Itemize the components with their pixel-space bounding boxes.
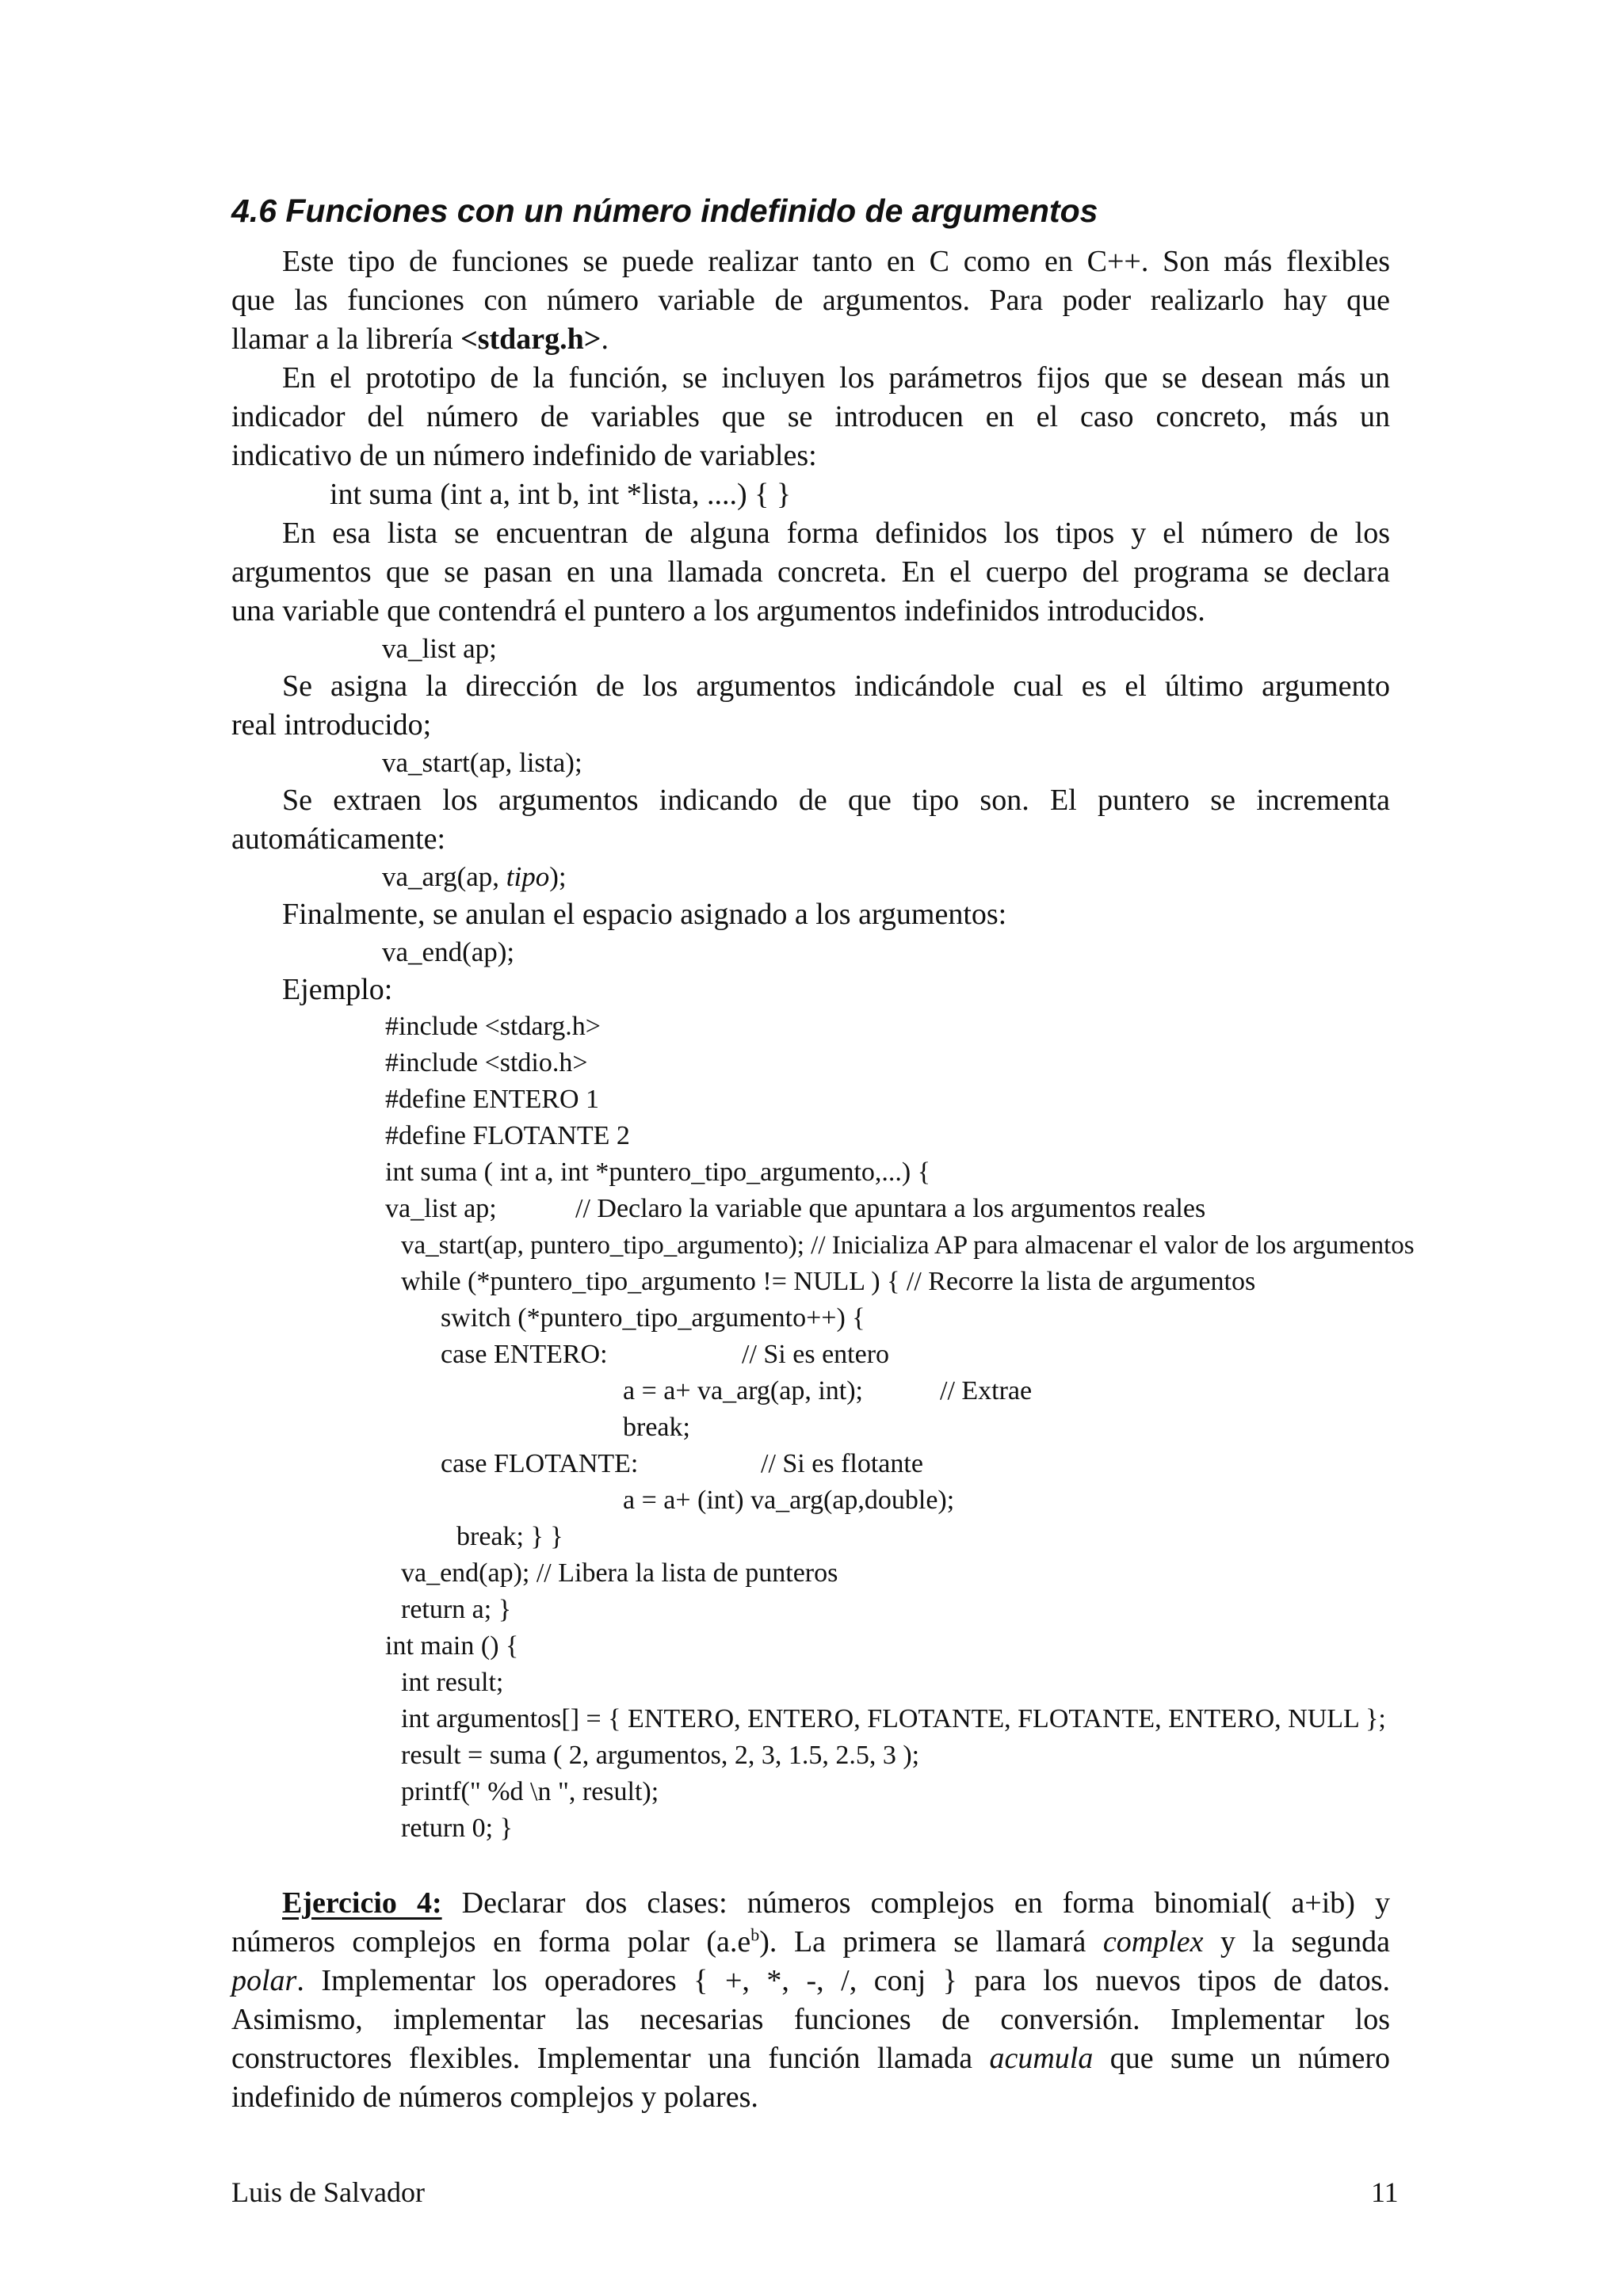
library-name: <stdarg.h> [460,322,601,356]
code-line: a = a+ (int) va_arg(ap,double); [623,1486,955,1515]
code-line: return a; } [401,1595,512,1624]
paragraph-line [282,1884,1390,1922]
paragraph-line: que las funciones con número variable de argumentos. Para poder realizarlo hay que [231,284,1390,317]
code-line: break; [623,1413,690,1442]
text-run: . [601,322,609,356]
code-line: #define FLOTANTE 2 [385,1121,630,1150]
code-comment: // Si es flotante [761,1449,923,1478]
code-line: int argumentos[] = { ENTERO, ENTERO, FLOTANTE, FLOTANTE, ENTERO, NULL }; [401,1704,1386,1733]
footer-page-number: 11 [1371,2176,1399,2208]
code-line [382,859,567,895]
paragraph-line [231,2039,1390,2077]
text-run: va_arg(ap, [382,861,506,892]
paragraph-line: En esa lista se encuentran de alguna forma definidos los tipos y el número de los [282,517,1390,550]
code-line: va_end(ap); [382,936,515,967]
code-line: printf(" %d \n ", result); [401,1777,659,1806]
code-line: va_start(ap, puntero_tipo_argumento); // Inicializa AP para almacenar el valor de los argumentos [401,1231,1415,1260]
code-comment: // Declaro la variable que apuntara a los argumentos reales [575,1194,1206,1223]
example-label: Ejemplo: [282,973,393,1006]
code-line: #define ENTERO 1 [385,1085,600,1114]
code-line: return 0; } [401,1814,513,1843]
paragraph-line: indefinido de números complejos y polares. [231,2081,758,2114]
text-run: y la segunda [1203,1925,1391,1958]
paragraph-line: En el prototipo de la función, se incluyen los parámetros fijos que se desean más un [282,361,1390,395]
code-line: va_end(ap); // Libera la lista de punteros [401,1558,838,1588]
code-line: while (*puntero_tipo_argumento != NULL ) { // Recorre la lista de argumentos [401,1267,1256,1296]
paragraph-line: Se asigna la dirección de los argumentos indicándole cual es el último argumento [282,669,1390,703]
paragraph-line: Finalmente, se anulan el espacio asignado a los argumentos: [282,898,1007,931]
text-run: Declarar dos clases: números complejos en forma binomial( a+ib) y [441,1886,1390,1920]
code-line: int main () { [385,1631,519,1661]
paragraph-line: Se extraen los argumentos indicando de que tipo son. El puntero se incrementa [282,784,1390,817]
paragraph-line [231,320,609,358]
text-run: . Implementar los operadores { +, *, -, /, conj } para los nuevos tipos de datos. [296,1964,1390,1997]
text-run: llamar a la librería [231,322,461,356]
paragraph-line: argumentos que se pasan en una llamada concreta. En el cuerpo del programa se declara [231,555,1390,589]
code-line: break; } } [456,1522,563,1551]
paragraph-line: indicativo de un número indefinido de variables: [231,439,817,472]
code-line: int result; [401,1668,504,1697]
code-line: int suma ( int a, int *puntero_tipo_argumento,...) { [385,1158,931,1187]
exercise-label: Ejercicio 4: [282,1886,442,1920]
paragraph-line: automáticamente: [231,822,446,856]
paragraph-line: indicador del número de variables que se introducen en el caso concreto, más un [231,400,1390,433]
code-comment: // Extrae [940,1376,1033,1405]
paragraph-line [231,1962,1390,2000]
paragraph-line: una variable que contendrá el puntero a los argumentos indefinidos introducidos. [231,594,1205,627]
text-run: constructores flexibles. Implementar una función llamada [231,2042,990,2075]
section-heading: 4.6 Funciones con un número indefinido de argumentos [231,193,1098,229]
paragraph-line: Este tipo de funciones se puede realizar tanto en C como en C++. Son más flexibles [282,245,1390,278]
text-run: complex [1102,1925,1204,1958]
text-run: tipo [506,861,550,892]
code-line: va_list ap; [382,633,497,664]
code-line: va_start(ap, lista); [382,747,582,778]
code-line: case FLOTANTE: [441,1449,639,1478]
code-line: switch (*puntero_tipo_argumento++) { [441,1303,865,1333]
code-prototype: int suma (int a, int b, int *lista, ....) { } [330,478,792,511]
text-run: números complejos en forma polar (a.e [231,1925,751,1958]
code-line: a = a+ va_arg(ap, int); [623,1376,863,1405]
text-run: que sume un número [1093,2042,1390,2075]
code-comment: // Si es entero [742,1340,890,1369]
text-run: ). La primera se llamará [759,1925,1103,1958]
code-line: result = suma ( 2, argumentos, 2, 3, 1.5, 2.5, 3 ); [401,1741,920,1770]
paragraph-line: real introducido; [231,708,432,742]
code-line: #include <stdarg.h> [385,1012,601,1041]
paragraph-line: Asimismo, implementar las necesarias funciones de conversión. Implementar los [231,2003,1390,2036]
paragraph-line [231,1923,1390,1961]
footer-author: Luis de Salvador [231,2176,425,2208]
code-line: case ENTERO: [441,1340,608,1369]
superscript: b [750,1924,760,1945]
code-line: va_list ap; [385,1194,497,1223]
text-run: acumula [989,2042,1094,2075]
code-line: #include <stdio.h> [385,1048,588,1077]
text-run: polar [231,1964,297,1997]
text-run: ); [549,861,567,892]
